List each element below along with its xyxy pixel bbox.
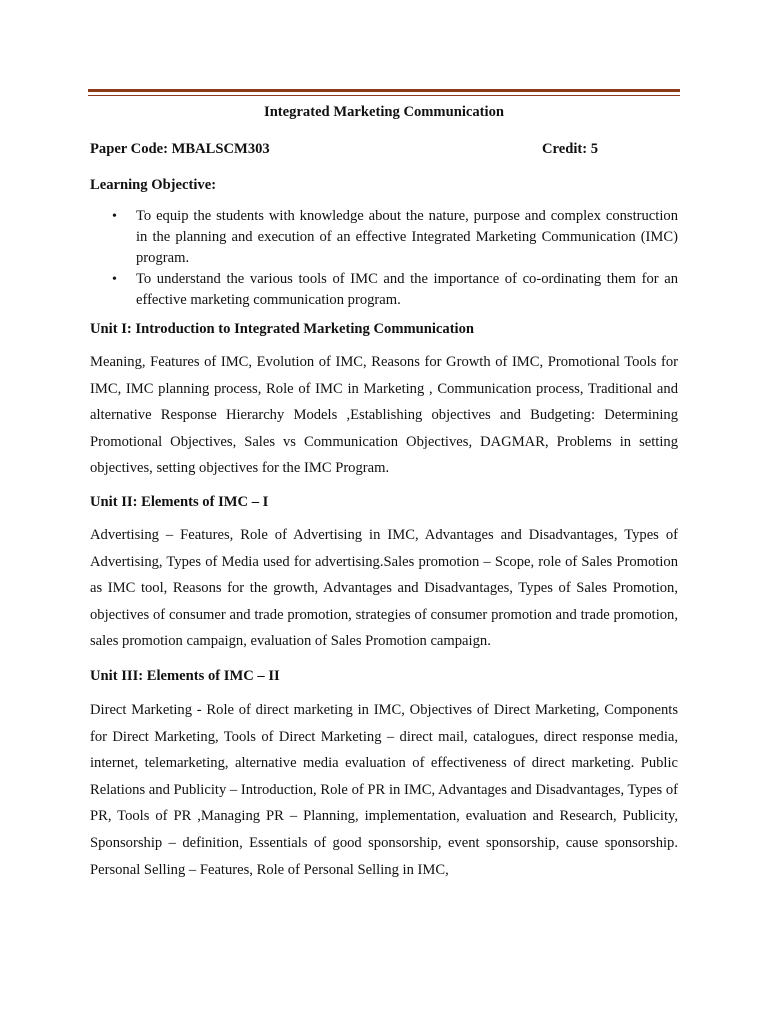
unit-2-heading: Unit II: Elements of IMC – I bbox=[90, 493, 269, 510]
bullet-icon: • bbox=[112, 272, 117, 287]
paper-info-row bbox=[90, 138, 678, 160]
document-title: Integrated Marketing Communication bbox=[264, 104, 504, 120]
objective-text: To equip the students with knowledge about the nature, purpose and complex construction in the planning and execution of an effective Integrated Marketing Communication (IMC) program. bbox=[136, 208, 678, 266]
unit-1-heading: Unit I: Introduction to Integrated Marketing Communication bbox=[90, 321, 475, 337]
list-item bbox=[90, 206, 678, 269]
header-rule-thick bbox=[88, 89, 680, 92]
unit-2-body: Advertising – Features, Role of Advertising in IMC, Advantages and Disadvantages, Types of Advertising, Types of Media used for advertising.Sales promotion – Scope, role of Sales Promotion as IMC tool, Reasons for the growth, Advantages and Disadvantages, Types of Sales Promotion, objectives of consumer and trade promotion, strategies of consumer promotion and trade promotion, sales promotion campaign, evaluation of Sales Promotion campaign. bbox=[90, 526, 678, 650]
objectives-list bbox=[90, 206, 678, 311]
unit-3-body: Direct Marketing - Role of direct marketing in IMC, Objectives of Direct Marketing, Components for Direct Marketing, Tools of Direct Marketing – direct mail, catalogues, direct response media, internet, telemarketing, alternative media evaluation of effectiveness of direct marketing. Public Relations and Publicity – Introduction, Role of PR in IMC, Advantages and Disadvantages, Types of PR, Tools of PR ,Managing PR – Planning, implementation, evaluation and Research, Publicity, Sponsorship – definition, Essentials of good sponsorship, event sponsorship, cause sponsorship. Personal Selling – Features, Role of Personal Selling in IMC, bbox=[90, 701, 678, 878]
bullet-icon: • bbox=[112, 209, 117, 224]
credit: Credit: 5 bbox=[542, 141, 599, 157]
list-item bbox=[90, 269, 678, 311]
learning-objective-heading: Learning Objective: bbox=[90, 177, 217, 193]
header-rule-thin bbox=[88, 95, 680, 96]
unit-3-heading: Unit III: Elements of IMC – II bbox=[90, 667, 280, 684]
paper-code: Paper Code: MBALSCM303 bbox=[90, 141, 270, 157]
unit-1-body: Meaning, Features of IMC, Evolution of IMC, Reasons for Growth of IMC, Promotional Tools for IMC, IMC planning process, Role of IMC in Marketing , Communication process, Traditional and alternative Response Hierarchy Models ,Establishing objectives and Budgeting: Determining Promotional Objectives, Sales vs Communication Objectives, DAGMAR, Problems in setting objectives, setting objectives for the IMC Program. bbox=[90, 354, 678, 477]
objective-text: To understand the various tools of IMC and the importance of co-ordinating them for an effective marketing communication program. bbox=[136, 271, 678, 308]
document-body bbox=[90, 101, 678, 883]
